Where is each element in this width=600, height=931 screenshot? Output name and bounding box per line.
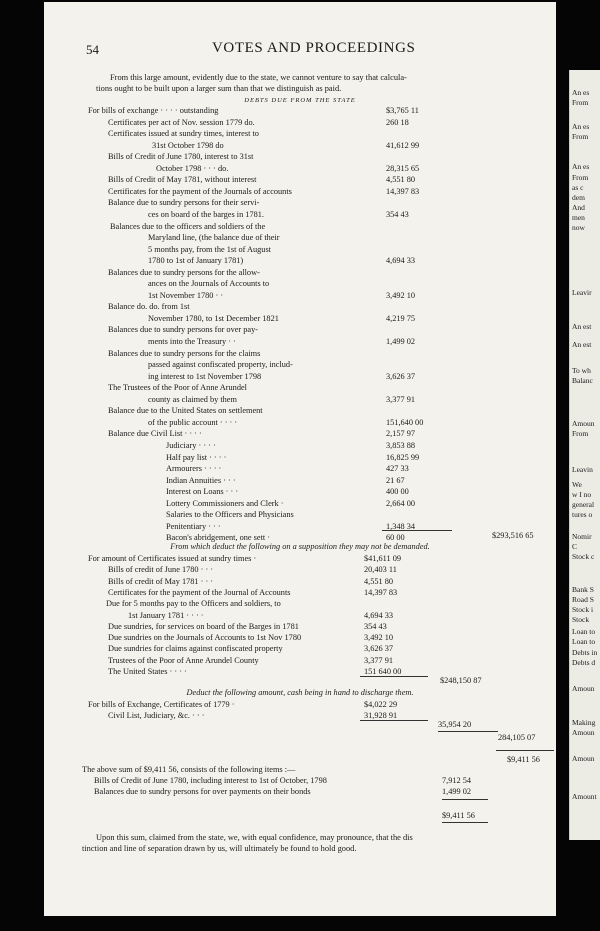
ledger-row (44, 313, 556, 324)
ledger-row (44, 775, 556, 786)
above-sum-text: The above sum of $9,411 56, consists of the following items :— (82, 765, 296, 774)
side-fragment: From (572, 98, 589, 107)
ledger-row (44, 359, 556, 370)
ledger-row (44, 267, 556, 278)
row-label: Balance do. do. from 1st (108, 302, 190, 312)
side-fragment: Leavir (572, 288, 592, 297)
row-amount: 1,499 02 (442, 786, 472, 796)
row-label: The Trustees of the Poor of Anne Arundel (108, 383, 247, 393)
row-amount: 14,397 83 (386, 186, 420, 196)
side-fragment: tures o (572, 510, 593, 519)
ledger-row (44, 278, 556, 289)
ledger-row (44, 371, 556, 382)
cash-heading: Deduct the following amount, cash being in hand to discharge them. (186, 688, 414, 697)
ledger-row (44, 128, 556, 139)
row-label: Due sundries on the Journals of Accounts to 1st Nov 1780 (108, 633, 302, 643)
row-label: ces on board of the barges in 1781. (148, 209, 264, 219)
debts-heading: DEBTS DUE FROM THE STATE (244, 97, 356, 104)
row-amount: 21 67 (386, 475, 405, 485)
row-label: Balance due Civil List · · · · (108, 429, 202, 439)
total-debts-amount: $293,516 65 (492, 531, 534, 540)
row-label: Trustees of the Poor of Anne Arundel County (108, 655, 259, 665)
row-label: Lottery Commissioners and Clerk · (166, 498, 284, 508)
ledger-row (44, 699, 556, 710)
row-label: Balances due to sundry persons for the allow- (108, 267, 260, 277)
intro-paragraph (96, 72, 526, 94)
ledger-row (44, 105, 556, 116)
row-label: Bills of credit of May 1781 · · · (108, 576, 214, 586)
side-fragment: An est (572, 322, 592, 331)
ledger-row (44, 174, 556, 185)
side-fragment: Amoun (572, 419, 595, 428)
side-fragment: Amoun (572, 754, 595, 763)
side-fragment: Debts in (572, 648, 598, 657)
deductions-total-amount: $248,150 87 (440, 676, 482, 685)
row-amount: 28,315 65 (386, 163, 420, 173)
row-amount: 20,403 11 (364, 565, 397, 575)
side-fragment: Stock c (572, 552, 595, 561)
side-fragment: From (572, 429, 589, 438)
row-label: Due sundries for claims against confiscated property (108, 644, 283, 654)
ledger-row (44, 221, 556, 232)
rule-line (442, 799, 488, 800)
row-amount: 3,492 10 (386, 290, 416, 300)
ledger-row (44, 428, 556, 439)
row-label: Balances due to the officers and soldiers of the (110, 221, 266, 231)
row-amount: 2,157 97 (386, 429, 416, 439)
page-number: 54 (86, 42, 99, 57)
row-label: passed against confiscated property, includ- (148, 360, 293, 370)
row-amount: 3,492 10 (364, 633, 394, 643)
ledger-row (44, 348, 556, 359)
side-fragment: general (572, 500, 595, 509)
page-title: VOTES AND PROCEEDINGS (212, 40, 416, 56)
row-label: November 1780, to 1st December 1821 (148, 313, 279, 323)
row-label: Penitentiary · · · (166, 521, 221, 531)
row-label: For bills of exchange · · · · outstanding (88, 106, 219, 115)
ledger-row (44, 463, 556, 474)
row-amount: 400 00 (386, 487, 409, 497)
ledger-row (44, 786, 556, 797)
row-label: ances on the Journals of Accounts to (148, 279, 270, 289)
cash-total-row (44, 719, 556, 730)
row-amount: 31,928 91 (364, 710, 398, 720)
row-amount: 4,551 80 (364, 576, 394, 586)
row-amount: 16,825 99 (386, 452, 420, 462)
row-label: Civil List, Judiciary, &c. · · · (108, 710, 205, 720)
row-label: Bills of credit of June 1780 · · · (108, 565, 214, 575)
ledger-row (44, 117, 556, 128)
row-label: 1780 to 1st of January 1781) (148, 256, 244, 266)
side-fragment: as c (572, 183, 584, 192)
row-amount: 260 18 (386, 117, 409, 127)
row-label: Interest on Loans · · · (166, 487, 239, 497)
row-label: Judiciary · · · · (166, 440, 216, 450)
ledger-row (44, 336, 556, 347)
row-amount: 151 640 00 (364, 667, 402, 676)
side-fragment: men (572, 213, 585, 222)
side-fragment: From (572, 173, 589, 182)
row-amount: 41,612 99 (386, 140, 420, 150)
ledger-row (44, 553, 556, 564)
row-amount: 151,640 00 (386, 417, 424, 427)
row-amount: $41,611 09 (364, 554, 402, 563)
side-fragment: An es (572, 122, 590, 131)
side-fragment: Debts d (572, 658, 596, 667)
side-fragment: Amoun (572, 684, 595, 693)
row-amount: 14,397 83 (364, 587, 398, 597)
side-fragment: Leavin (572, 465, 593, 474)
ledger-row (44, 209, 556, 220)
items-total-amount: $9,411 56 (442, 811, 475, 820)
ledger-row (44, 405, 556, 416)
ledger-row (44, 232, 556, 243)
combined-total-row (44, 732, 556, 743)
row-amount: 3,626 37 (386, 371, 416, 381)
row-amount: 3,626 37 (364, 644, 394, 654)
closing-paragraph (82, 832, 552, 854)
ledger-row (44, 610, 556, 621)
side-fragment: dem (572, 193, 585, 202)
row-label: Certificates for the payment of the Journals of accounts (108, 186, 292, 196)
ledger-row (44, 440, 556, 451)
row-label: Balance due to the United States on settlement (108, 406, 263, 416)
row-amount: 4,694 33 (386, 256, 416, 266)
side-fragment: w I no (572, 490, 592, 499)
side-fragment: Making (572, 718, 596, 727)
side-fragment: Amount (572, 792, 597, 801)
row-amount: 4,219 75 (386, 313, 416, 323)
row-label: 31st October 1798 do (152, 140, 224, 150)
ledger-row (44, 621, 556, 632)
row-label: Certificates for the payment of the Journal of Accounts (108, 587, 291, 597)
row-label: Indian Annuities · · · (166, 475, 236, 485)
row-label: Due for 5 months pay to the Officers and soldiers, to (106, 599, 281, 609)
ledger-row (44, 632, 556, 643)
rule-line (496, 750, 554, 751)
row-amount: 60 00 (386, 533, 405, 543)
row-label: Bills of Credit of June 1780, interest to 31st (108, 152, 254, 162)
combined-total-amount: 284,105 07 (498, 733, 536, 742)
deduct-heading: From which deduct the following on a supposition they may not be demanded. (170, 542, 430, 551)
row-label: Balances due to sundry persons for the claims (108, 348, 261, 358)
ledger-row (44, 598, 556, 609)
row-amount: 7,912 54 (442, 776, 472, 785)
ledger-row (44, 643, 556, 654)
ledger-row (44, 382, 556, 393)
row-label: 1st January 1781 · · · · (128, 610, 204, 620)
row-label: Salaries to the Officers and Physicians (166, 510, 294, 520)
row-amount: 354 43 (386, 209, 409, 219)
row-amount: 1,499 02 (386, 337, 416, 346)
row-amount: 2,664 00 (386, 498, 416, 508)
row-label: Bills of Credit of June 1780, including interest to 1st of October, 1798 (94, 776, 327, 785)
side-fragment: Stock i (572, 605, 594, 614)
row-amount: 3,377 91 (364, 655, 394, 665)
row-label: Maryland line, (the balance due of their (148, 233, 280, 243)
deductions-total-row (44, 675, 556, 686)
items-total-row (44, 810, 556, 821)
row-label: Certificates issued at sundry times, interest to (108, 129, 259, 139)
ledger-row (44, 587, 556, 598)
row-label: Half pay list · · · · (166, 452, 227, 462)
ledger-row (44, 452, 556, 463)
ledger-row (44, 509, 556, 520)
rule-line (442, 822, 488, 823)
intro-line-1: From this large amount, evidently due to the state, we cannot venture to say that calcula- (110, 73, 407, 82)
row-amount: 3,377 91 (386, 394, 416, 404)
ledger-row (44, 140, 556, 151)
row-amount: 354 43 (364, 621, 387, 631)
row-amount: 3,853 88 (386, 440, 416, 450)
ledger-row (44, 655, 556, 666)
cash-total-amount: 35,954 20 (438, 720, 472, 729)
side-fragment: We (572, 480, 582, 489)
row-label: Balances due to sundry persons for over pay- (108, 325, 258, 335)
row-label: October 1798 · · · do. (156, 163, 229, 173)
above-sum-line (44, 764, 556, 775)
row-label: ments into the Treasury · · (148, 337, 236, 346)
side-fragment: Loan to (572, 627, 596, 636)
row-amount: 4,551 80 (386, 175, 416, 185)
ledger-row (44, 564, 556, 575)
closing-line-2: tinction and line of separation drawn by us, will ultimately be found to hold good. (82, 844, 357, 853)
row-label: Bacon's abridgement, one sett · (166, 533, 271, 543)
ledger-row (44, 163, 556, 174)
side-fragment: And (572, 203, 585, 212)
ledger-row (44, 244, 556, 255)
document-page (44, 2, 556, 916)
ledger-row (44, 151, 556, 162)
side-fragment: Stock (572, 615, 590, 624)
ledger-row (44, 576, 556, 587)
side-fragment: Balanc (572, 376, 593, 385)
ledger-row (44, 197, 556, 208)
ledger-row (44, 186, 556, 197)
row-amount: 1,348 34 (386, 521, 416, 531)
ledger-row (44, 290, 556, 301)
side-fragment: C (572, 542, 578, 551)
row-label: ing interest to 1st November 1798 (148, 371, 262, 381)
side-fragment: Road S (572, 595, 594, 604)
row-label: Due sundries, for services on board of the Barges in 1781 (108, 621, 299, 631)
side-fragment: An es (572, 162, 590, 171)
side-fragment: Amoun (572, 728, 595, 737)
ledger-row (44, 498, 556, 509)
ledger-row (44, 394, 556, 405)
grand-total-amount: $9,411 56 (507, 755, 540, 764)
side-fragment: Nomir (572, 532, 592, 541)
row-amount: $4,022 29 (364, 700, 398, 709)
row-amount: 427 33 (386, 464, 409, 474)
row-label: Balances due to sundry persons for over payments on their bonds (94, 786, 311, 796)
side-fragment: From (572, 132, 589, 141)
row-label: Bills of Credit of May 1781, without interest (108, 175, 257, 185)
ledger-row (44, 324, 556, 335)
ledger-row (44, 417, 556, 428)
intro-line-2: tions ought to be built upon a larger sum than that we distinguish as paid. (96, 84, 342, 93)
ledger-row (44, 486, 556, 497)
row-label: 5 months pay, from the 1st of August (148, 244, 271, 254)
side-fragment: Loan to (572, 637, 596, 646)
side-fragment: Bank S (572, 585, 594, 594)
row-label: county as claimed by them (148, 394, 237, 404)
closing-line-1: Upon this sum, claimed from the state, we, with equal confidence, may pronounce, that the dis (96, 833, 413, 842)
row-label: of the public account · · · · (148, 417, 238, 427)
ledger-row (44, 475, 556, 486)
row-label: 1st November 1780 · · (148, 290, 224, 300)
row-label: Armourers · · · · (166, 464, 222, 474)
row-label: Balance due to sundry persons for their servi- (108, 198, 260, 208)
side-fragment: now (572, 223, 585, 232)
side-fragment: An est (572, 340, 592, 349)
row-label: For bills of Exchange, Certificates of 1779 · (88, 700, 235, 709)
row-label: For amount of Certificates issued at sundry times · (88, 554, 257, 563)
row-label: Certificates per act of Nov. session 1779 do. (108, 117, 255, 127)
side-fragment: To wh (572, 366, 591, 375)
ledger-row (44, 255, 556, 266)
row-amount: 4,694 33 (364, 610, 394, 620)
row-label: The United States · · · · (108, 667, 187, 676)
ledger-row (44, 301, 556, 312)
total-debts-row (44, 530, 556, 541)
row-amount: $3,765 11 (386, 106, 419, 115)
adjacent-page-strip (569, 70, 600, 840)
side-fragment: An es (572, 88, 590, 97)
